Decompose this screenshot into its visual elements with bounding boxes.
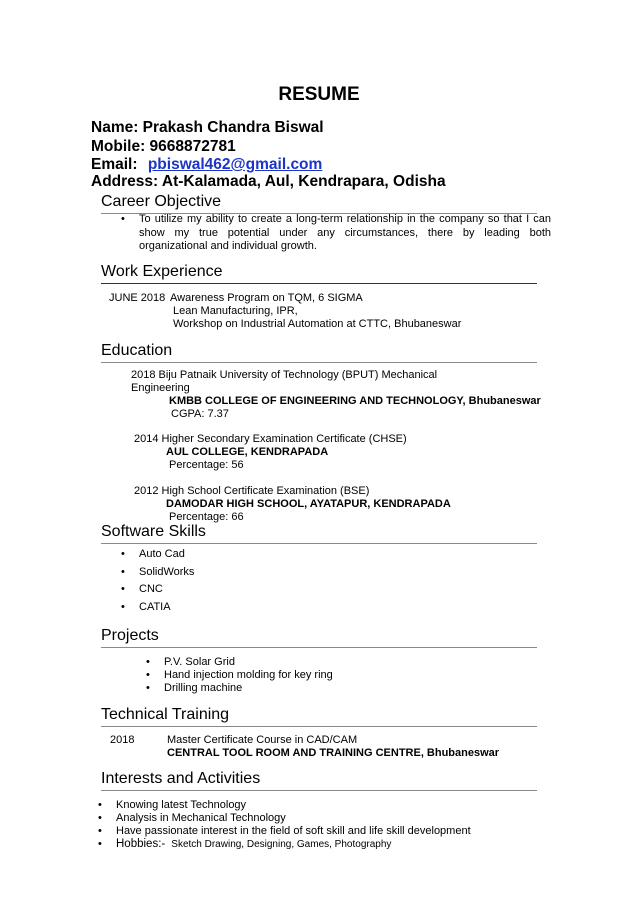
education-score: Percentage: 66: [169, 511, 244, 523]
work-date: JUNE 2018: [109, 292, 166, 304]
education-college: DAMODAR HIGH SCHOOL, AYATAPUR, KENDRAPADA: [166, 498, 451, 510]
section-heading-software-skills: Software Skills: [101, 523, 537, 544]
section-heading-projects: Projects: [101, 627, 537, 648]
name-line: Name: Prakash Chandra Biswal: [91, 119, 324, 136]
work-item: Awareness Program on TQM, 6 SIGMA: [170, 292, 363, 304]
section-heading-work-experience: Work Experience: [101, 263, 537, 284]
training-institute: CENTRAL TOOL ROOM AND TRAINING CENTRE, Bhubaneswar: [167, 747, 500, 759]
skill-item: • CNC: [139, 583, 163, 596]
education-score: CGPA: 7.37: [171, 408, 229, 420]
project-item: • Drilling machine: [164, 682, 242, 695]
interest-item: • Have passionate interest in the field of soft skill and life skill development: [116, 825, 471, 838]
mobile-line: Mobile: 9668872781: [91, 138, 236, 155]
education-line: 2012 High School Certificate Examination (BSE): [134, 485, 370, 497]
education-college: KMBB COLLEGE OF ENGINEERING AND TECHNOLOGY, Bhubaneswar: [169, 395, 541, 407]
interest-item: • Knowing latest Technology: [116, 799, 246, 812]
skill-item: • CATIA: [139, 601, 171, 614]
project-item: • Hand injection molding for key ring: [164, 669, 333, 682]
objective-text: To utilize my ability to create a long-term relationship in the company so that I can show my true potential under any circumstances, there by leading both organizational and individual growth.: [139, 213, 551, 252]
work-item: Lean Manufacturing, IPR,: [173, 305, 298, 317]
section-heading-interests: Interests and Activities: [101, 770, 537, 791]
interest-item-hobbies: [116, 838, 391, 851]
section-heading-career-objective: Career Objective: [101, 193, 537, 214]
skill-item: • Auto Cad: [139, 548, 185, 561]
training-year: 2018: [110, 734, 135, 746]
education-line: 2014 Higher Secondary Examination Certificate (CHSE): [134, 433, 407, 445]
education-line: 2018 Biju Patnaik University of Technology (BPUT) Mechanical: [131, 369, 438, 381]
email-label: Email:: [91, 156, 138, 173]
training-course: Master Certificate Course in CAD/CAM: [167, 734, 358, 746]
skill-item: • SolidWorks: [139, 566, 194, 579]
section-heading-technical-training: Technical Training: [101, 706, 537, 727]
page-title: RESUME: [278, 84, 360, 105]
career-objective-text: [139, 213, 551, 254]
email-link[interactable]: pbiswal462@gmail.com: [147, 156, 323, 173]
education-score: Percentage: 56: [169, 459, 244, 471]
education-college: AUL COLLEGE, KENDRAPADA: [166, 446, 329, 458]
education-line: Engineering: [131, 382, 190, 394]
interest-item: • Analysis in Mechanical Technology: [116, 812, 286, 825]
work-item: Workshop on Industrial Automation at CTTC, Bhubaneswar: [173, 318, 462, 330]
section-heading-education: Education: [101, 342, 537, 363]
hobbies-label: Hobbies:-: [116, 838, 166, 850]
address-line: Address: At-Kalamada, Aul, Kendrapara, Odisha: [91, 173, 446, 190]
project-item: • P.V. Solar Grid: [164, 656, 235, 669]
hobbies-text: Sketch Drawing, Designing, Games, Photography: [171, 839, 392, 850]
